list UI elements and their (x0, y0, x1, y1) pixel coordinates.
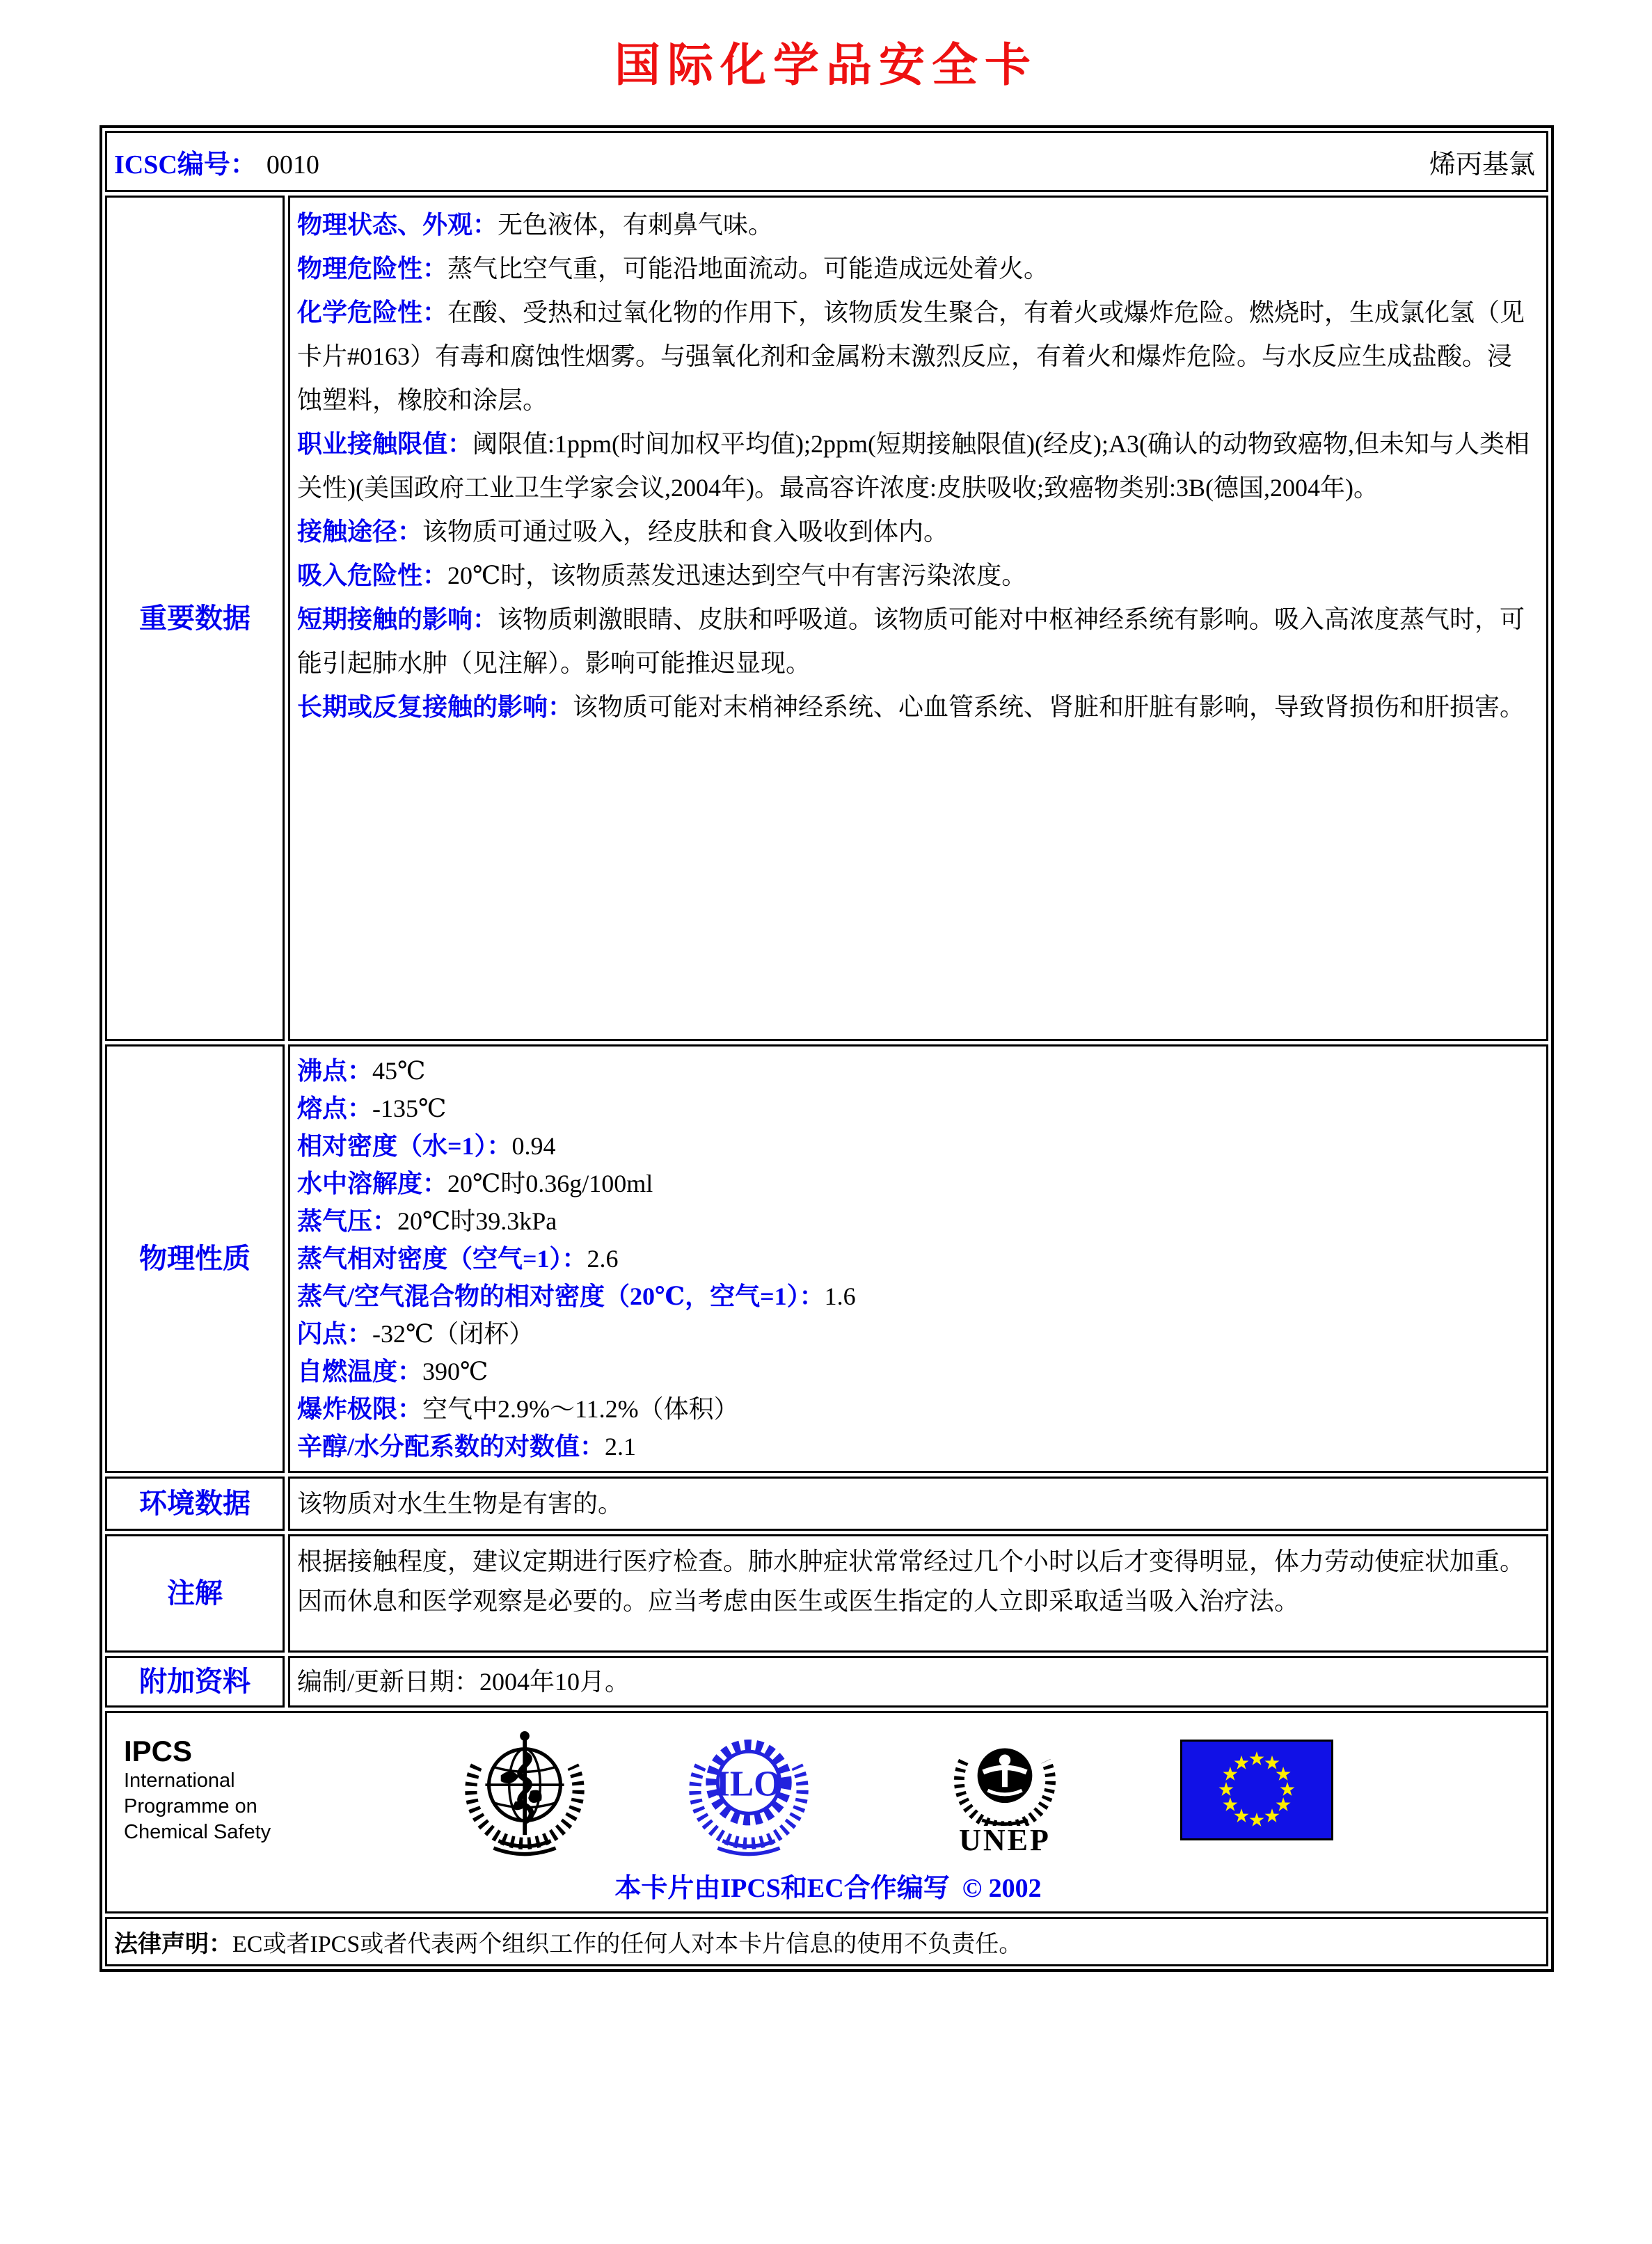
physical-properties-label: 物理性质 (105, 1044, 285, 1473)
physical-property-item (297, 1090, 1534, 1127)
important-data-content (288, 196, 1548, 1041)
physical-properties-row (105, 1044, 1548, 1473)
logos-cell (105, 1711, 1548, 1913)
item-label: 水中溶解度： (297, 1170, 448, 1197)
physical-property-item (297, 1127, 1534, 1165)
physical-property-item (297, 1353, 1534, 1390)
physical-property-item (297, 1390, 1534, 1428)
legal-text (114, 1925, 1022, 1959)
environmental-data-row (105, 1477, 1548, 1531)
item-label: 化学危险性： (297, 299, 448, 326)
important-data-item (297, 291, 1534, 422)
ipcs-line: Chemical Safety (124, 1820, 271, 1843)
physical-property-item (297, 1052, 1534, 1090)
important-data-item (297, 203, 1534, 247)
item-label: 长期或反复接触的影响： (297, 693, 573, 721)
unep-logo-icon (948, 1724, 1062, 1826)
legal-label: 法律声明： (114, 1932, 232, 1957)
legal-cell (105, 1917, 1548, 1966)
item-label: 吸入危险性： (297, 562, 448, 589)
ipcs-title: IPCS (124, 1734, 193, 1767)
item-text: 该物质刺激眼睛、皮肤和呼吸道。该物质可能对中枢神经系统有影响。吸入高浓度蒸气时，可能引起肺水肿（见注解）。影响可能推迟显现。 (297, 605, 1525, 677)
update-date-value: 2004年10月。 (479, 1668, 630, 1696)
important-data-item (297, 510, 1534, 554)
who-logo-icon (465, 1723, 585, 1856)
item-text: -32℃（闭杯） (372, 1320, 534, 1348)
item-text: 0.94 (511, 1132, 556, 1160)
item-label: 蒸气压： (297, 1207, 398, 1235)
notes-label: 注解 (105, 1534, 285, 1653)
important-data-item (297, 422, 1534, 510)
item-text: 空气中2.9%～11.2%（体积） (422, 1395, 739, 1423)
ipcs-line: International (124, 1769, 235, 1792)
notes-text: 根据接触程度，建议定期进行医疗检查。肺水肿症状常常经过几个小时以后才变得明显，体力劳动使症状加重。因而休息和医学观察是必要的。应当考虑由医生或医生指定的人立即采取适当吸入治疗法。 (297, 1547, 1525, 1615)
item-label: 爆炸极限： (297, 1395, 423, 1423)
item-text: 20℃时39.3kPa (397, 1207, 557, 1235)
logos-strip (124, 1723, 1532, 1856)
icsc-number-value: 0010 (266, 150, 319, 180)
item-text: -135℃ (372, 1095, 447, 1122)
item-label: 物理状态、外观： (297, 211, 498, 239)
physical-property-item (297, 1278, 1534, 1315)
item-text: 1.6 (824, 1282, 856, 1310)
item-label: 沸点： (297, 1057, 373, 1085)
physical-property-item (297, 1240, 1534, 1278)
item-label: 自燃温度： (297, 1358, 423, 1385)
environmental-data-content (288, 1477, 1548, 1531)
important-data-item (297, 247, 1534, 291)
physical-property-item (297, 1202, 1534, 1240)
credit-line (124, 1866, 1532, 1904)
icsc-number-group (114, 143, 319, 181)
item-label: 物理危险性： (297, 255, 448, 283)
header-cell (105, 131, 1548, 192)
copyright-text: © 2002 (962, 1874, 1042, 1903)
additional-info-text (297, 1664, 630, 1700)
item-text: 390℃ (422, 1358, 489, 1385)
item-text: 无色液体，有刺鼻气味。 (498, 211, 774, 239)
svg-text:ILO: ILO (715, 1764, 782, 1804)
item-label: 相对密度（水=1）： (297, 1132, 512, 1160)
environmental-data-text: 该物质对水生生物是有害的。 (297, 1490, 624, 1518)
legal-body: EC或者IPCS或者代表两个组织工作的任何人对本卡片信息的使用不负责任。 (232, 1932, 1023, 1957)
icsc-card (100, 125, 1554, 1972)
item-label: 职业接触限值： (297, 430, 473, 458)
item-label: 蒸气相对密度（空气=1）： (297, 1245, 587, 1273)
item-text: 2.1 (605, 1433, 637, 1461)
important-data-item (297, 554, 1534, 598)
chemical-name: 烯丙基氯 (1429, 150, 1535, 180)
notes-row (105, 1534, 1548, 1653)
icsc-number-label: ICSC编号： (114, 150, 257, 180)
unep-caption: UNEP (959, 1822, 1051, 1857)
eu-flag-icon (1180, 1740, 1333, 1840)
ilo-logo-icon (689, 1723, 809, 1856)
important-data-label: 重要数据 (105, 196, 285, 1041)
item-text: 2.6 (587, 1245, 619, 1273)
item-label: 短期接触的影响： (297, 605, 498, 633)
item-text: 该物质可能对末梢神经系统、心血管系统、肾脏和肝脏有影响，导致肾损伤和肝损害。 (573, 693, 1525, 721)
ipcs-line: Programme on (124, 1795, 257, 1817)
physical-property-item (297, 1165, 1534, 1202)
page-title: 国际化学品安全卡 (614, 40, 1038, 91)
logos-row (105, 1711, 1548, 1913)
item-label: 闪点： (297, 1320, 373, 1348)
additional-info-label: 附加资料 (105, 1656, 285, 1708)
item-label: 蒸气/空气混合物的相对密度（20℃，空气=1）： (297, 1282, 825, 1310)
additional-info-row (105, 1656, 1548, 1708)
ipcs-text-block (124, 1735, 298, 1845)
item-label: 接触途径： (297, 518, 423, 546)
legal-row (105, 1917, 1548, 1966)
item-text: 该物质可通过吸入，经皮肤和食入吸收到体内。 (422, 518, 949, 546)
item-label: 熔点： (297, 1095, 373, 1122)
physical-property-item (297, 1315, 1534, 1353)
item-text: 在酸、受热和过氧化物的作用下，该物质发生聚合，有着火或爆炸危险。燃烧时，生成氯化氢（见卡片#0163）有毒和腐蚀性烟雾。与强氧化剂和金属粉末激烈反应，有着火和爆炸危险。与水反应生成盐酸。浸蚀塑料，橡胶和涂层。 (297, 299, 1525, 414)
unep-logo-block (948, 1724, 1062, 1856)
additional-info-content (288, 1656, 1548, 1708)
important-data-row (105, 196, 1548, 1041)
physical-property-item (297, 1428, 1534, 1465)
important-data-item (297, 598, 1534, 685)
item-text: 45℃ (372, 1057, 426, 1085)
item-text: 20℃时，该物质蒸发迅速达到空气中有害污染浓度。 (447, 562, 1027, 589)
physical-properties-content (288, 1044, 1548, 1473)
item-text: 蒸气比空气重，可能沿地面流动。可能造成远处着火。 (447, 255, 1049, 283)
credit-text: 本卡片由IPCS和EC合作编写 (614, 1874, 950, 1903)
important-data-item (297, 685, 1534, 729)
item-text: 阈限值:1ppm(时间加权平均值);2ppm(短期接触限值)(经皮);A3(确认的动物致癌物,但未知与人类相关性)(美国政府工业卫生学家会议,2004年)。最高容许浓度:皮肤吸收;致癌物类别:3B(德国,2004年)。 (297, 430, 1530, 502)
notes-content (288, 1534, 1548, 1653)
item-text: 20℃时0.36g/100ml (447, 1170, 653, 1197)
header-row (105, 131, 1548, 192)
update-date-label: 编制/更新日期： (297, 1668, 480, 1696)
item-label: 辛醇/水分配系数的对数值： (297, 1433, 605, 1461)
environmental-data-label: 环境数据 (105, 1477, 285, 1531)
